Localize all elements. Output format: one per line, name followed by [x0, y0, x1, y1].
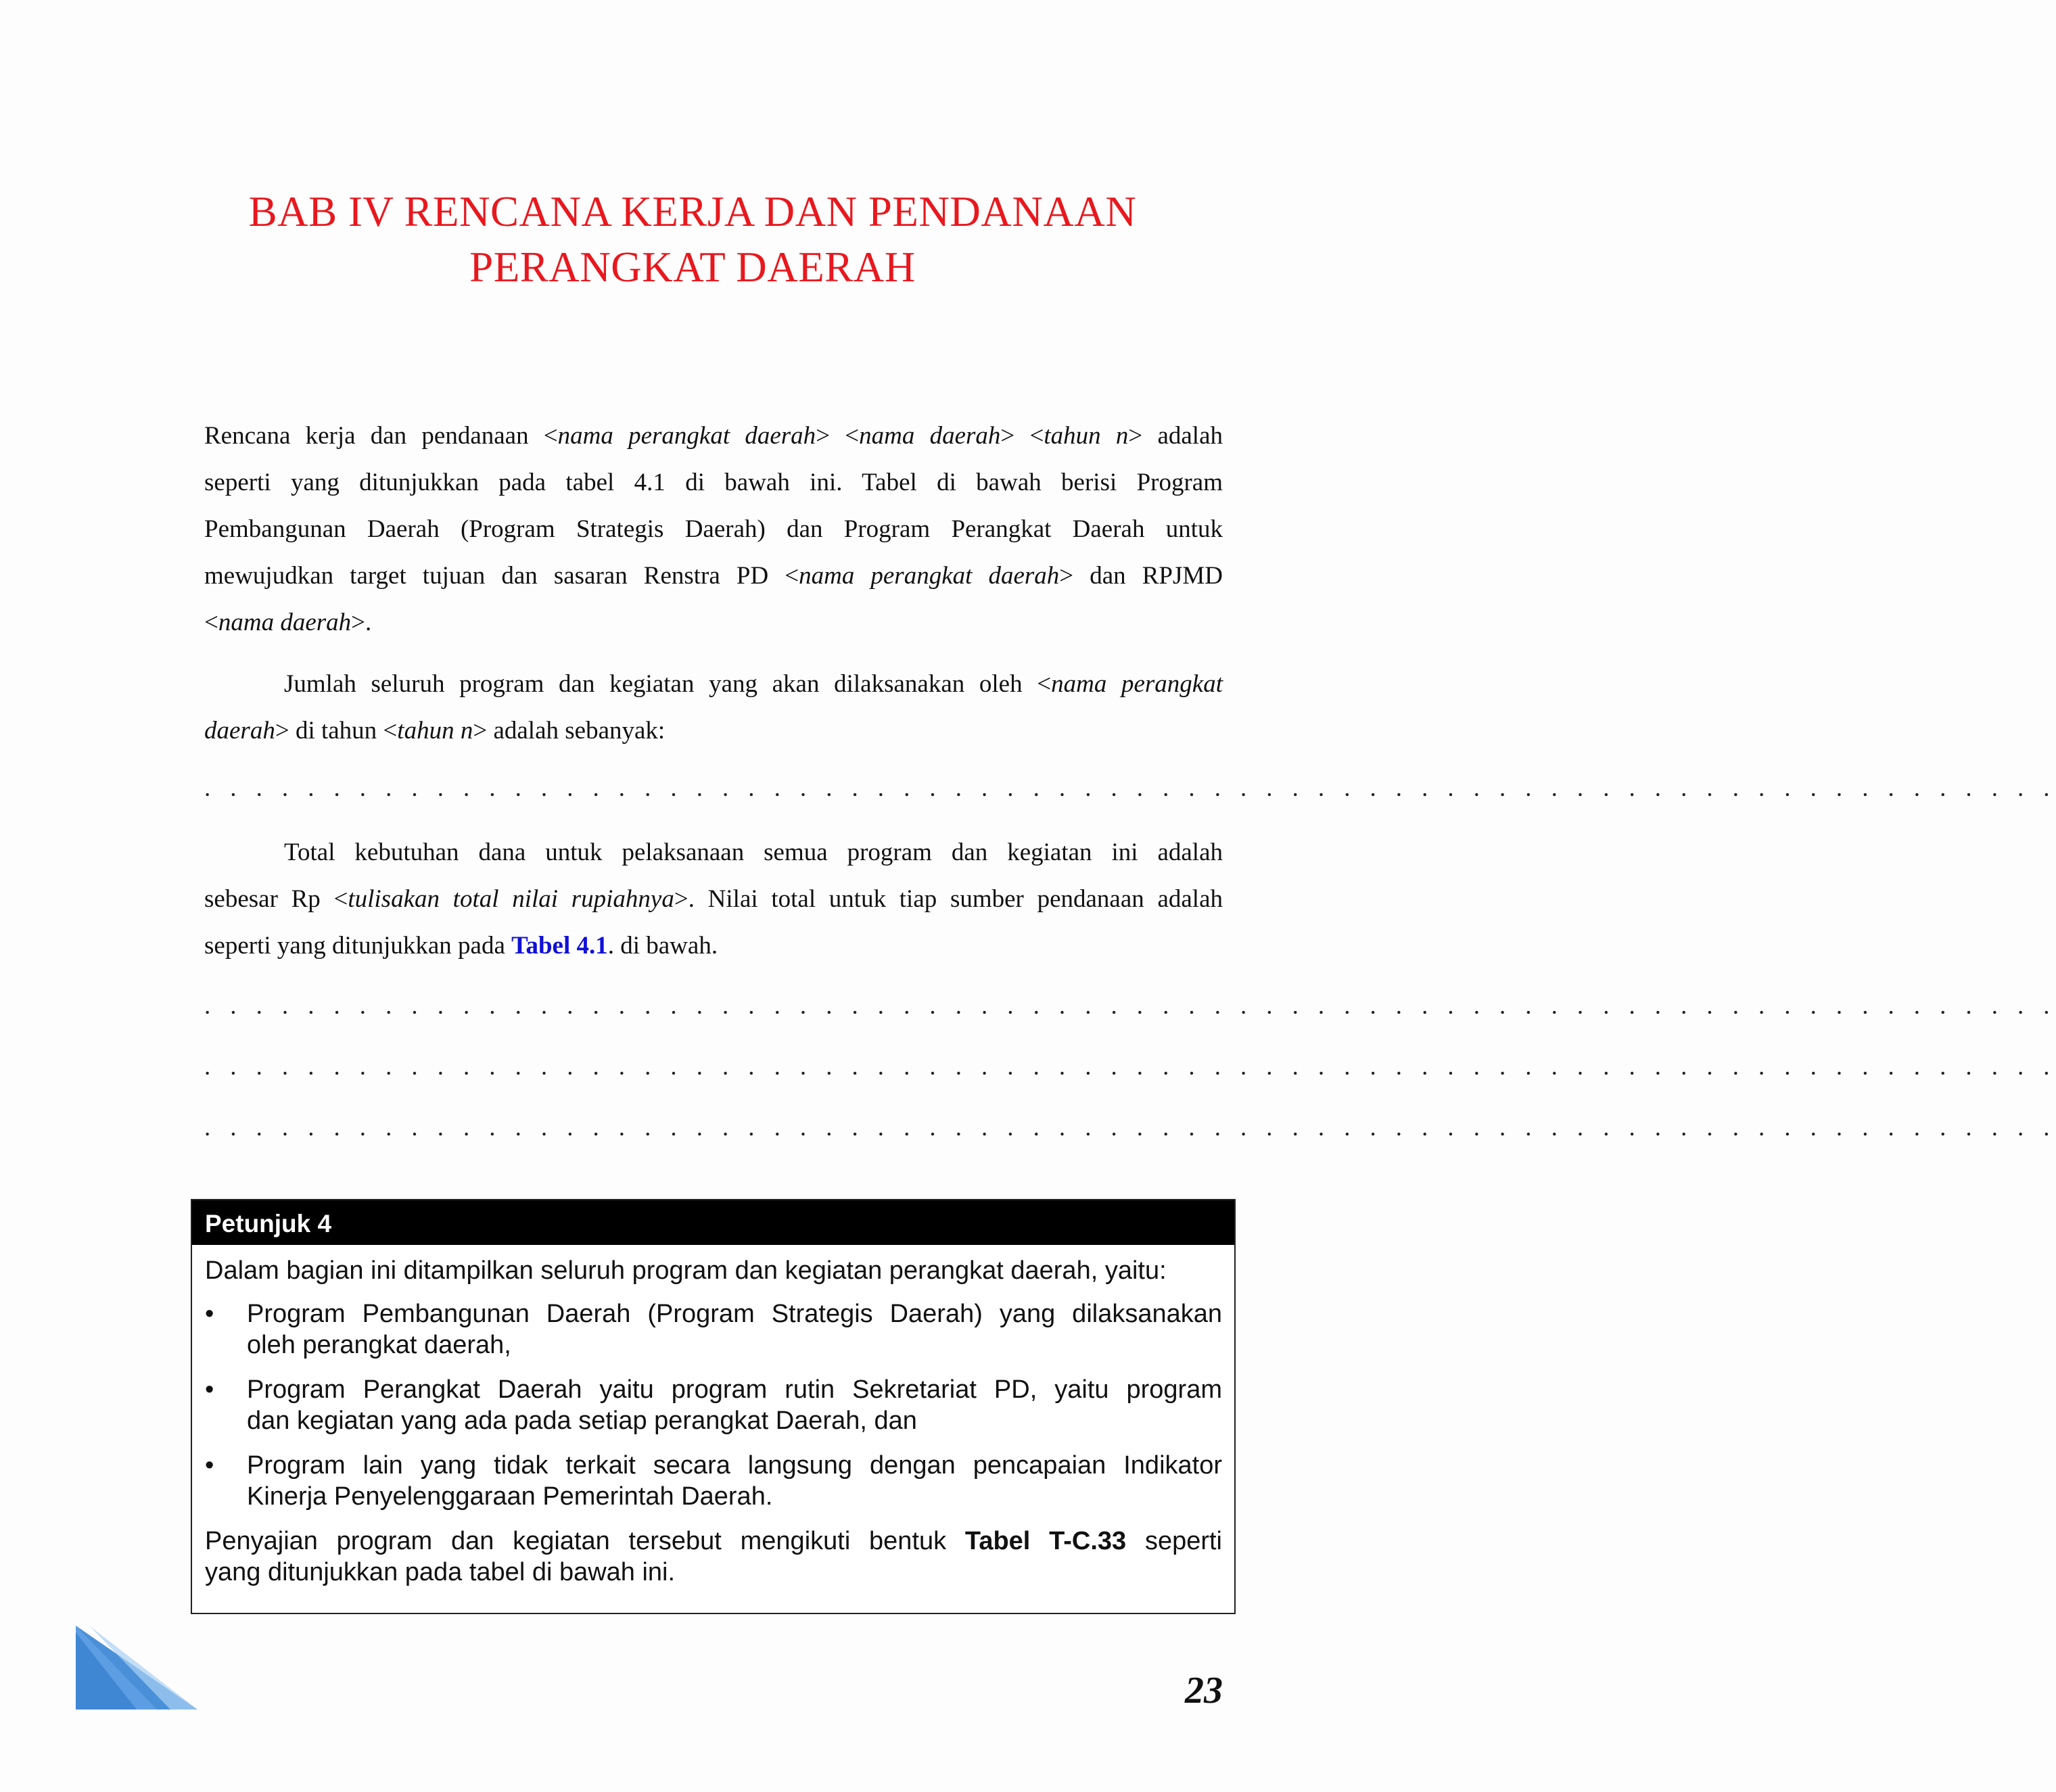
guidance-bullet-item: • Program lain yang tidak terkait secara langsung dengan pencapaian Indikator Kinerja Penyelenggaraan Pemerintah Daerah. [205, 1451, 1222, 1511]
page-number: 23 [1185, 1670, 1223, 1712]
fill-in-dotted-line: . . . . . . . . . . . . . . . . . . . . . . . . . . . . . . . . . . . . . . . . . . . . . . . . . . . . . . . . . . . . . . . . . . . . . . . . [204, 1053, 2056, 1081]
guidance-box [191, 1199, 1236, 1614]
bullet-icon: • [205, 1451, 214, 1480]
guidance-bullet-item: • Program Pembangunan Daerah (Program Strategis Daerah) yang dilaksanakan oleh perangkat daerah, [205, 1300, 1222, 1359]
guidance-closing: Penyajian program dan kegiatan tersebut mengikuti bentuk Tabel T-C.33 seperti yang ditunjukkan pada tabel di bawah ini. [205, 1527, 1223, 1586]
paragraph-line: Pembangunan Daerah (Program Strategis Daerah) dan Program Perangkat Daerah untuk [204, 515, 1223, 543]
table-4-1-link[interactable]: Tabel 4.1 [511, 932, 608, 960]
guidance-box-body [192, 1245, 1234, 1588]
guidance-box-header: Petunjuk 4 [192, 1200, 1234, 1245]
chapter-title-line-2: PERANGKAT DAERAH [469, 243, 916, 291]
table-tc33-reference: Tabel T-C.33 [964, 1527, 1127, 1555]
paragraph-line: Rencana kerja dan pendanaan <nama perangkat daerah> <nama daerah> <tahun n> adalah [204, 422, 1223, 450]
paragraph-line: <nama daerah>. [204, 609, 372, 636]
paragraph-line: sebesar Rp <tulisakan total nilai rupiahnya>. Nilai total untuk tiap sumber pendanaan adalah [204, 885, 1223, 913]
bullet-icon: • [205, 1300, 214, 1328]
fill-in-dotted-line: . . . . . . . . . . . . . . . . . . . . . . . . . . . . . . . . . . . . . . . . . . . . . . . . . . . . . . . . . . . . . . . . . . . . . . . . [204, 1114, 2056, 1141]
paragraph-intro [204, 412, 1223, 646]
paragraph-line: daerah> di tahun <tahun n> adalah sebanyak: [204, 717, 665, 745]
fill-in-dotted-line: . . . . . . . . . . . . . . . . . . . . . . . . . . . . . . . . . . . . . . . . . . . . . . . . . . . . . . . . . . . . . . . . . . . . . . . . [204, 992, 2056, 1020]
paragraph-line: seperti yang ditunjukkan pada Tabel 4.1. di bawah. [204, 932, 718, 960]
bullet-icon: • [205, 1375, 214, 1404]
paragraph-line: mewujudkan target tujuan dan sasaran Renstra PD <nama perangkat daerah> dan RPJMD [204, 562, 1223, 590]
paragraph-line: seperti yang ditunjukkan pada tabel 4.1 di bawah ini. Tabel di bawah berisi Program [204, 469, 1223, 496]
chapter-title-line-1: BAB IV RENCANA KERJA DAN PENDANAAN [248, 188, 1137, 235]
paragraph-line: Jumlah seluruh program dan kegiatan yang akan dilaksanakan oleh <nama perangkat [284, 670, 1223, 698]
guidance-intro: Dalam bagian ini ditampilkan seluruh program dan kegiatan perangkat daerah, yaitu: [205, 1256, 1167, 1285]
fill-in-dotted-line: . . . . . . . . . . . . . . . . . . . . . . . . . . . . . . . . . . . . . . . . . . . . . . . . . . . . . . . . . . . . . . . . . . . . . . . . [204, 774, 2056, 802]
paragraph-line: Total kebutuhan dana untuk pelaksanaan semua program dan kegiatan ini adalah [284, 839, 1223, 866]
guidance-bullet-list [205, 1298, 1222, 1512]
guidance-bullet-item: • Program Perangkat Daerah yaitu program rutin Sekretariat PD, yaitu program dan kegiatan yang ada pada setiap perangkat Daerah, dan [205, 1375, 1222, 1435]
corner-decoration-icon [76, 1626, 197, 1711]
paragraph-program-count [204, 661, 1223, 754]
paragraph-funding-total [204, 829, 1223, 969]
chapter-title [0, 184, 1385, 295]
